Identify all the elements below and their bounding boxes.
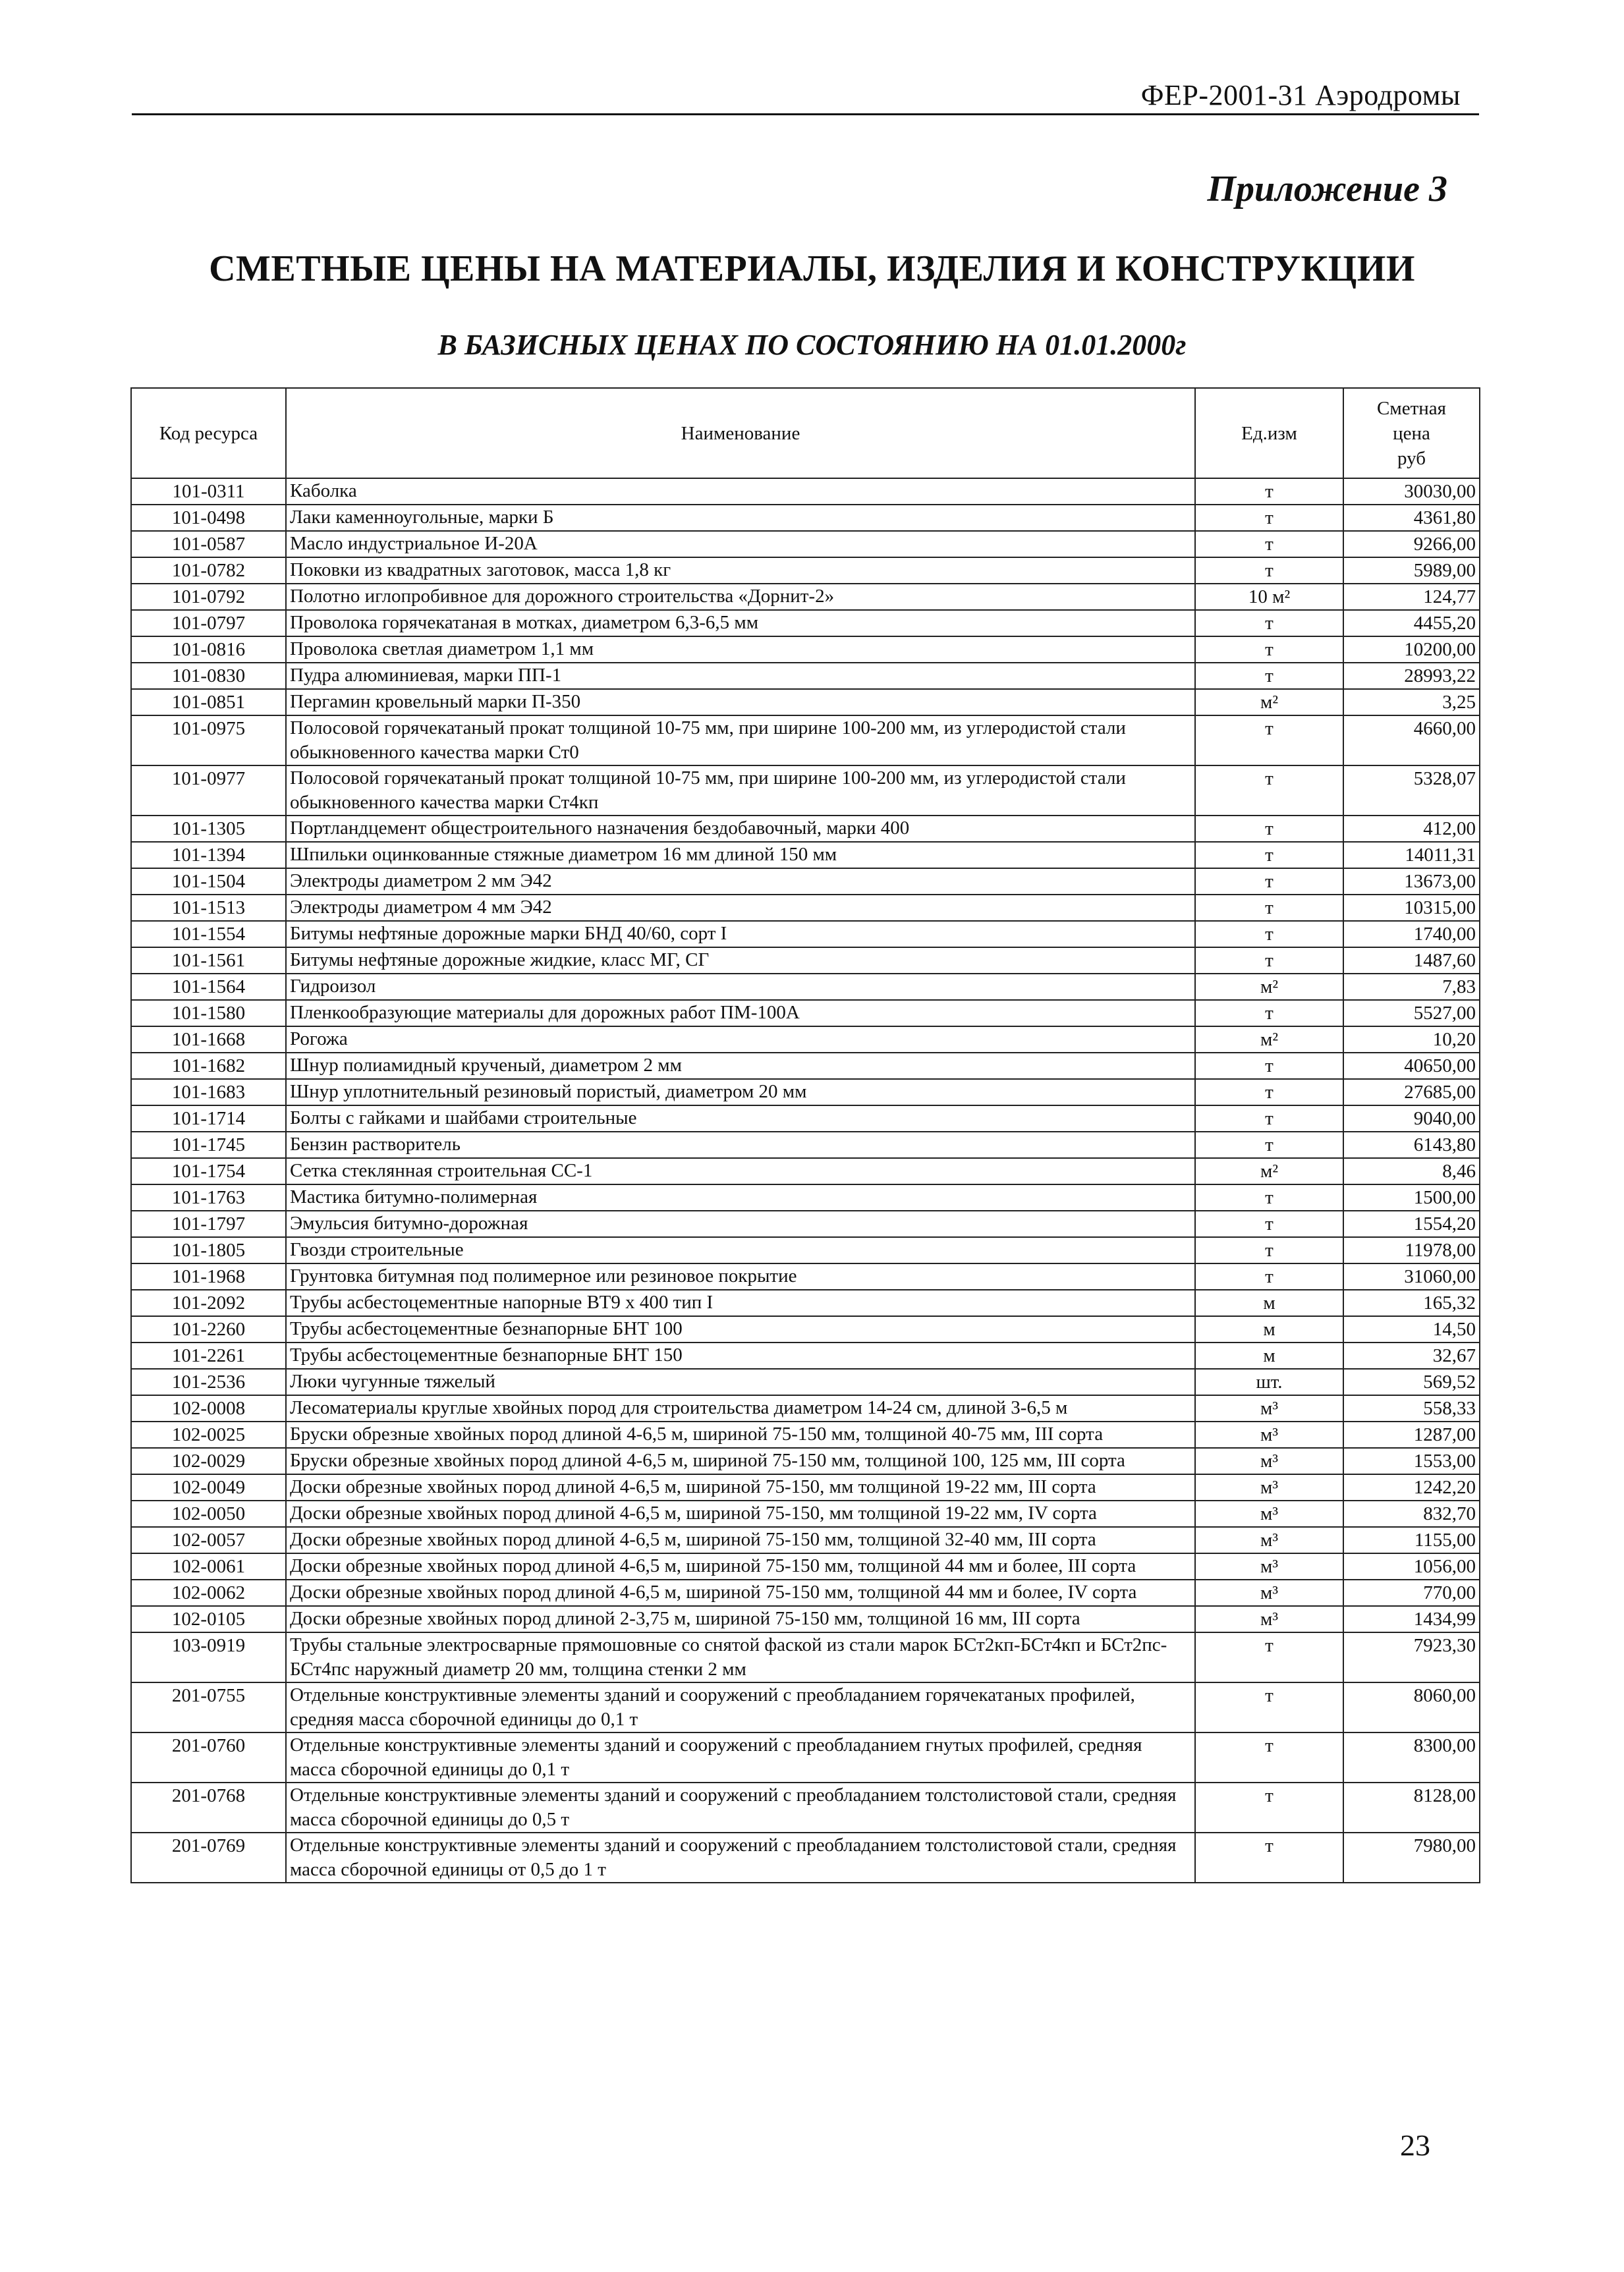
unit-cell: т	[1195, 478, 1343, 505]
price-cell: 8128,00	[1343, 1783, 1480, 1833]
price-cell: 832,70	[1343, 1501, 1480, 1527]
table-row	[131, 610, 1480, 636]
unit-cell: м³	[1195, 1606, 1343, 1632]
resource-name-cell: Отдельные конструктивные элементы зданий и сооружений с преобладанием горячекатаных профилей, средняя масса сборочной единицы до 0,1 т	[286, 1682, 1195, 1732]
table-row	[131, 974, 1480, 1000]
resource-name-cell: Бруски обрезные хвойных пород длиной 4-6,5 м, шириной 75-150 мм, толщиной 40-75 мм, III сорта	[286, 1422, 1195, 1448]
resource-code-cell: 101-1968	[131, 1263, 286, 1290]
resource-code-cell: 101-1394	[131, 842, 286, 868]
resource-code-cell: 101-1668	[131, 1026, 286, 1053]
unit-cell: т	[1195, 557, 1343, 584]
table-row	[131, 1606, 1480, 1632]
table-row	[131, 1833, 1480, 1883]
price-cell: 27685,00	[1343, 1079, 1480, 1105]
table-row	[131, 1158, 1480, 1184]
resource-name-cell: Грунтовка битумная под полимерное или резиновое покрытие	[286, 1263, 1195, 1290]
unit-cell: м³	[1195, 1422, 1343, 1448]
resource-code-cell: 102-0057	[131, 1527, 286, 1553]
resource-name-cell: Шнур полиамидный крученый, диаметром 2 мм	[286, 1053, 1195, 1079]
price-cell: 9040,00	[1343, 1105, 1480, 1132]
resource-name-cell: Бруски обрезные хвойных пород длиной 4-6,5 м, шириной 75-150 мм, толщиной 100, 125 мм, III сорта	[286, 1448, 1195, 1474]
page-header	[132, 74, 1479, 115]
appendix-label: Приложение 3	[1207, 169, 1447, 209]
unit-cell: т	[1195, 816, 1343, 842]
unit-cell: м²	[1195, 1026, 1343, 1053]
resource-name-cell: Электроды диаметром 4 мм Э42	[286, 895, 1195, 921]
price-cell: 4660,00	[1343, 715, 1480, 765]
table-row	[131, 1316, 1480, 1343]
table-row	[131, 1422, 1480, 1448]
price-cell: 8060,00	[1343, 1682, 1480, 1732]
unit-cell: т	[1195, 1132, 1343, 1158]
table-header-row	[131, 388, 1480, 478]
resource-code-cell: 101-1513	[131, 895, 286, 921]
table-row	[131, 1053, 1480, 1079]
unit-cell: м²	[1195, 974, 1343, 1000]
resource-code-cell: 102-0050	[131, 1501, 286, 1527]
table-row	[131, 1474, 1480, 1501]
resource-code-cell: 201-0768	[131, 1783, 286, 1833]
resource-code-cell: 101-1754	[131, 1158, 286, 1184]
unit-cell: м³	[1195, 1474, 1343, 1501]
header-unit: Ед.изм	[1195, 388, 1343, 478]
resource-name-cell: Электроды диаметром 2 мм Э42	[286, 868, 1195, 895]
resource-name-cell: Рогожа	[286, 1026, 1195, 1053]
price-cell: 30030,00	[1343, 478, 1480, 505]
price-cell: 1500,00	[1343, 1184, 1480, 1211]
resource-name-cell: Доски обрезные хвойных пород длиной 4-6,5 м, шириной 75-150, мм толщиной 19-22 мм, III сорта	[286, 1474, 1195, 1501]
unit-cell: 10 м²	[1195, 584, 1343, 610]
unit-cell: т	[1195, 636, 1343, 663]
resource-code-cell: 101-1305	[131, 816, 286, 842]
resource-code-cell: 101-2092	[131, 1290, 286, 1316]
unit-cell: м²	[1195, 1158, 1343, 1184]
price-cell: 28993,22	[1343, 663, 1480, 689]
unit-cell: т	[1195, 610, 1343, 636]
resource-name-cell: Полосовой горячекатаный прокат толщиной 10-75 мм, при ширине 100-200 мм, из углеродистой стали обыкновенного качества марки Ст0	[286, 715, 1195, 765]
unit-cell: т	[1195, 1000, 1343, 1026]
price-cell: 770,00	[1343, 1580, 1480, 1606]
unit-cell: т	[1195, 1079, 1343, 1105]
table-row	[131, 1732, 1480, 1783]
unit-cell: м³	[1195, 1448, 1343, 1474]
resource-name-cell: Доски обрезные хвойных пород длиной 4-6,5 м, шириной 75-150 мм, толщиной 44 мм и более, III сорта	[286, 1553, 1195, 1580]
resource-code-cell: 101-0797	[131, 610, 286, 636]
table-row	[131, 1632, 1480, 1682]
resource-code-cell: 101-1763	[131, 1184, 286, 1211]
table-row	[131, 1079, 1480, 1105]
resource-code-cell: 101-1580	[131, 1000, 286, 1026]
unit-cell: м³	[1195, 1501, 1343, 1527]
resource-name-cell: Проволока горячекатаная в мотках, диаметром 6,3-6,5 мм	[286, 610, 1195, 636]
resource-name-cell: Доски обрезные хвойных пород длиной 2-3,75 м, шириной 75-150 мм, толщиной 16 мм, III сорта	[286, 1606, 1195, 1632]
unit-cell: т	[1195, 1263, 1343, 1290]
price-cell: 124,77	[1343, 584, 1480, 610]
price-cell: 1553,00	[1343, 1448, 1480, 1474]
price-cell: 31060,00	[1343, 1263, 1480, 1290]
price-cell: 6143,80	[1343, 1132, 1480, 1158]
unit-cell: м³	[1195, 1553, 1343, 1580]
unit-cell: т	[1195, 1682, 1343, 1732]
price-cell: 10315,00	[1343, 895, 1480, 921]
resource-code-cell: 101-0311	[131, 478, 286, 505]
resource-code-cell: 101-1561	[131, 947, 286, 974]
price-cell: 14,50	[1343, 1316, 1480, 1343]
resource-code-cell: 103-0919	[131, 1632, 286, 1682]
unit-cell: т	[1195, 895, 1343, 921]
price-cell: 1287,00	[1343, 1422, 1480, 1448]
table-row	[131, 1237, 1480, 1263]
table-row	[131, 1000, 1480, 1026]
unit-cell: т	[1195, 505, 1343, 531]
table-row	[131, 584, 1480, 610]
table-row	[131, 868, 1480, 895]
resource-name-cell: Отдельные конструктивные элементы зданий и сооружений с преобладанием толстолистовой стали, средняя масса сборочной единицы от 0,5 до 1 т	[286, 1833, 1195, 1883]
price-cell: 8,46	[1343, 1158, 1480, 1184]
table-row	[131, 1263, 1480, 1290]
table-row	[131, 1448, 1480, 1474]
resource-code-cell: 102-0105	[131, 1606, 286, 1632]
unit-cell: м²	[1195, 689, 1343, 715]
resource-code-cell: 101-0975	[131, 715, 286, 765]
resource-name-cell: Отдельные конструктивные элементы зданий и сооружений с преобладанием гнутых профилей, средняя масса сборочной единицы до 0,1 т	[286, 1732, 1195, 1783]
price-cell: 11978,00	[1343, 1237, 1480, 1263]
resource-code-cell: 101-1805	[131, 1237, 286, 1263]
price-cell: 412,00	[1343, 816, 1480, 842]
table-row	[131, 1105, 1480, 1132]
resource-code-cell: 101-0851	[131, 689, 286, 715]
unit-cell: т	[1195, 663, 1343, 689]
price-cell: 7923,30	[1343, 1632, 1480, 1682]
table-row	[131, 1026, 1480, 1053]
unit-cell: т	[1195, 1237, 1343, 1263]
price-cell: 1434,99	[1343, 1606, 1480, 1632]
price-table	[130, 387, 1480, 1883]
header-code: Код ресурса	[131, 388, 286, 478]
unit-cell: м	[1195, 1290, 1343, 1316]
resource-name-cell: Бензин растворитель	[286, 1132, 1195, 1158]
price-cell: 7,83	[1343, 974, 1480, 1000]
resource-code-cell: 101-0792	[131, 584, 286, 610]
resource-code-cell: 101-0816	[131, 636, 286, 663]
price-cell: 9266,00	[1343, 531, 1480, 557]
page-number: 23	[1400, 2128, 1430, 2162]
table-row	[131, 663, 1480, 689]
unit-cell: м	[1195, 1343, 1343, 1369]
table-row	[131, 947, 1480, 974]
table-row	[131, 895, 1480, 921]
resource-name-cell: Каболка	[286, 478, 1195, 505]
price-cell: 1242,20	[1343, 1474, 1480, 1501]
resource-code-cell: 101-2536	[131, 1369, 286, 1395]
unit-cell: т	[1195, 1833, 1343, 1883]
resource-name-cell: Пергамин кровельный марки П-350	[286, 689, 1195, 715]
resource-name-cell: Шнур уплотнительный резиновый пористый, диаметром 20 мм	[286, 1079, 1195, 1105]
table-row	[131, 1290, 1480, 1316]
page-subtitle: В БАЗИСНЫХ ЦЕНАХ ПО СОСТОЯНИЮ НА 01.01.2000г	[437, 329, 1187, 361]
price-cell: 4361,80	[1343, 505, 1480, 531]
table-row	[131, 1211, 1480, 1237]
table-row	[131, 765, 1480, 816]
price-cell: 5527,00	[1343, 1000, 1480, 1026]
unit-cell: т	[1195, 842, 1343, 868]
resource-name-cell: Портландцемент общестроительного назначения бездобавочный, марки 400	[286, 816, 1195, 842]
price-cell: 40650,00	[1343, 1053, 1480, 1079]
table-row	[131, 921, 1480, 947]
unit-cell: т	[1195, 1211, 1343, 1237]
resource-name-cell: Шпильки оцинкованные стяжные диаметром 16 мм длиной 150 мм	[286, 842, 1195, 868]
price-cell: 1487,60	[1343, 947, 1480, 974]
unit-cell: т	[1195, 868, 1343, 895]
resource-code-cell: 101-2260	[131, 1316, 286, 1343]
price-cell: 10200,00	[1343, 636, 1480, 663]
unit-cell: т	[1195, 1053, 1343, 1079]
resource-code-cell: 101-1564	[131, 974, 286, 1000]
price-cell: 8300,00	[1343, 1732, 1480, 1783]
resource-name-cell: Гвозди строительные	[286, 1237, 1195, 1263]
price-cell: 3,25	[1343, 689, 1480, 715]
resource-name-cell: Трубы асбестоцементные безнапорные БНТ 150	[286, 1343, 1195, 1369]
resource-name-cell: Трубы стальные электросварные прямошовные со снятой фаской из стали марок БСт2кп-БСт4кп и БСт2пс-БСт4пс наружный диаметр 20 мм, толщина стенки 2 мм	[286, 1632, 1195, 1682]
resource-code-cell: 101-1714	[131, 1105, 286, 1132]
unit-cell: т	[1195, 765, 1343, 816]
resource-code-cell: 101-0587	[131, 531, 286, 557]
price-cell: 1740,00	[1343, 921, 1480, 947]
price-cell: 5989,00	[1343, 557, 1480, 584]
table-row	[131, 689, 1480, 715]
table-row	[131, 1132, 1480, 1158]
price-cell: 13673,00	[1343, 868, 1480, 895]
price-cell: 1056,00	[1343, 1553, 1480, 1580]
resource-code-cell: 201-0769	[131, 1833, 286, 1883]
resource-name-cell: Лесоматериалы круглые хвойных пород для строительства диаметром 14-24 см, длиной 3-6,5 м	[286, 1395, 1195, 1422]
resource-name-cell: Пленкообразующие материалы для дорожных работ ПМ-100А	[286, 1000, 1195, 1026]
resource-code-cell: 101-1682	[131, 1053, 286, 1079]
resource-name-cell: Доски обрезные хвойных пород длиной 4-6,5 м, шириной 75-150 мм, толщиной 44 мм и более, IV сорта	[286, 1580, 1195, 1606]
table-row	[131, 1343, 1480, 1369]
price-cell: 7980,00	[1343, 1833, 1480, 1883]
table-row	[131, 1395, 1480, 1422]
unit-cell: м	[1195, 1316, 1343, 1343]
price-cell: 165,32	[1343, 1290, 1480, 1316]
unit-cell: м³	[1195, 1527, 1343, 1553]
table-row	[131, 816, 1480, 842]
table-row	[131, 715, 1480, 765]
unit-cell: т	[1195, 1184, 1343, 1211]
resource-code-cell: 101-1683	[131, 1079, 286, 1105]
price-cell: 10,20	[1343, 1026, 1480, 1053]
unit-cell: т	[1195, 1732, 1343, 1783]
resource-name-cell: Болты с гайками и шайбами строительные	[286, 1105, 1195, 1132]
resource-name-cell: Мастика битумно-полимерная	[286, 1184, 1195, 1211]
resource-code-cell: 101-1554	[131, 921, 286, 947]
price-cell: 1155,00	[1343, 1527, 1480, 1553]
resource-code-cell: 102-0008	[131, 1395, 286, 1422]
unit-cell: т	[1195, 921, 1343, 947]
resource-name-cell: Трубы асбестоцементные напорные ВТ9 х 400 тип I	[286, 1290, 1195, 1316]
table-row	[131, 1369, 1480, 1395]
resource-name-cell: Масло индустриальное И-20А	[286, 531, 1195, 557]
price-cell: 5328,07	[1343, 765, 1480, 816]
resource-code-cell: 102-0025	[131, 1422, 286, 1448]
unit-cell: т	[1195, 1632, 1343, 1682]
table-row	[131, 842, 1480, 868]
resource-code-cell: 101-2261	[131, 1343, 286, 1369]
resource-name-cell: Битумы нефтяные дорожные марки БНД 40/60, сорт I	[286, 921, 1195, 947]
resource-name-cell: Люки чугунные тяжелый	[286, 1369, 1195, 1395]
table-row	[131, 1501, 1480, 1527]
unit-cell: шт.	[1195, 1369, 1343, 1395]
table-row	[131, 1527, 1480, 1553]
table-row	[131, 1553, 1480, 1580]
resource-code-cell: 101-0977	[131, 765, 286, 816]
resource-code-cell: 101-1745	[131, 1132, 286, 1158]
resource-name-cell: Сетка стеклянная строительная СС-1	[286, 1158, 1195, 1184]
header-name: Наименование	[286, 388, 1195, 478]
resource-code-cell: 101-1504	[131, 868, 286, 895]
document-code: ФЕР-2001-31 Аэродромы	[1140, 79, 1461, 111]
table-row	[131, 531, 1480, 557]
resource-code-cell: 101-0830	[131, 663, 286, 689]
resource-name-cell: Отдельные конструктивные элементы зданий и сооружений с преобладанием толстолистовой стали, средняя масса сборочной единицы до 0,5 т	[286, 1783, 1195, 1833]
resource-name-cell: Поковки из квадратных заготовок, масса 1,8 кг	[286, 557, 1195, 584]
resource-name-cell: Доски обрезные хвойных пород длиной 4-6,5 м, шириной 75-150 мм, толщиной 32-40 мм, III сорта	[286, 1527, 1195, 1553]
resource-code-cell: 201-0760	[131, 1732, 286, 1783]
resource-name-cell: Лаки каменноугольные, марки Б	[286, 505, 1195, 531]
resource-code-cell: 102-0049	[131, 1474, 286, 1501]
resource-name-cell: Гидроизол	[286, 974, 1195, 1000]
table-row	[131, 1580, 1480, 1606]
resource-name-cell: Полотно иглопробивное для дорожного строительства «Дорнит-2»	[286, 584, 1195, 610]
unit-cell: т	[1195, 531, 1343, 557]
table-row	[131, 636, 1480, 663]
resource-name-cell: Проволока светлая диаметром 1,1 мм	[286, 636, 1195, 663]
price-cell: 14011,31	[1343, 842, 1480, 868]
price-cell: 558,33	[1343, 1395, 1480, 1422]
unit-cell: м³	[1195, 1580, 1343, 1606]
unit-cell: т	[1195, 1783, 1343, 1833]
price-cell: 32,67	[1343, 1343, 1480, 1369]
table-row	[131, 1184, 1480, 1211]
unit-cell: т	[1195, 715, 1343, 765]
price-cell: 1554,20	[1343, 1211, 1480, 1237]
table-row	[131, 478, 1480, 505]
table-row	[131, 1682, 1480, 1732]
table-body	[131, 478, 1480, 1883]
resource-name-cell: Доски обрезные хвойных пород длиной 4-6,5 м, шириной 75-150, мм толщиной 19-22 мм, IV сорта	[286, 1501, 1195, 1527]
resource-name-cell: Трубы асбестоцементные безнапорные БНТ 100	[286, 1316, 1195, 1343]
header-price: Сметная цена руб	[1343, 388, 1480, 478]
resource-name-cell: Полосовой горячекатаный прокат толщиной 10-75 мм, при ширине 100-200 мм, из углеродистой стали обыкновенного качества марки Ст4кп	[286, 765, 1195, 816]
resource-code-cell: 102-0062	[131, 1580, 286, 1606]
table-row	[131, 505, 1480, 531]
resource-code-cell: 201-0755	[131, 1682, 286, 1732]
resource-name-cell: Эмульсия битумно-дорожная	[286, 1211, 1195, 1237]
resource-code-cell: 101-0498	[131, 505, 286, 531]
page-title: СМЕТНЫЕ ЦЕНЫ НА МАТЕРИАЛЫ, ИЗДЕЛИЯ И КОНСТРУКЦИИ	[209, 248, 1415, 289]
unit-cell: т	[1195, 1105, 1343, 1132]
resource-code-cell: 102-0029	[131, 1448, 286, 1474]
unit-cell: м³	[1195, 1395, 1343, 1422]
resource-code-cell: 102-0061	[131, 1553, 286, 1580]
table-row	[131, 1783, 1480, 1833]
resource-name-cell: Пудра алюминиевая, марки ПП-1	[286, 663, 1195, 689]
resource-code-cell: 101-1797	[131, 1211, 286, 1237]
table-row	[131, 557, 1480, 584]
unit-cell: т	[1195, 947, 1343, 974]
price-cell: 4455,20	[1343, 610, 1480, 636]
price-cell: 569,52	[1343, 1369, 1480, 1395]
resource-name-cell: Битумы нефтяные дорожные жидкие, класс МГ, СГ	[286, 947, 1195, 974]
resource-code-cell: 101-0782	[131, 557, 286, 584]
